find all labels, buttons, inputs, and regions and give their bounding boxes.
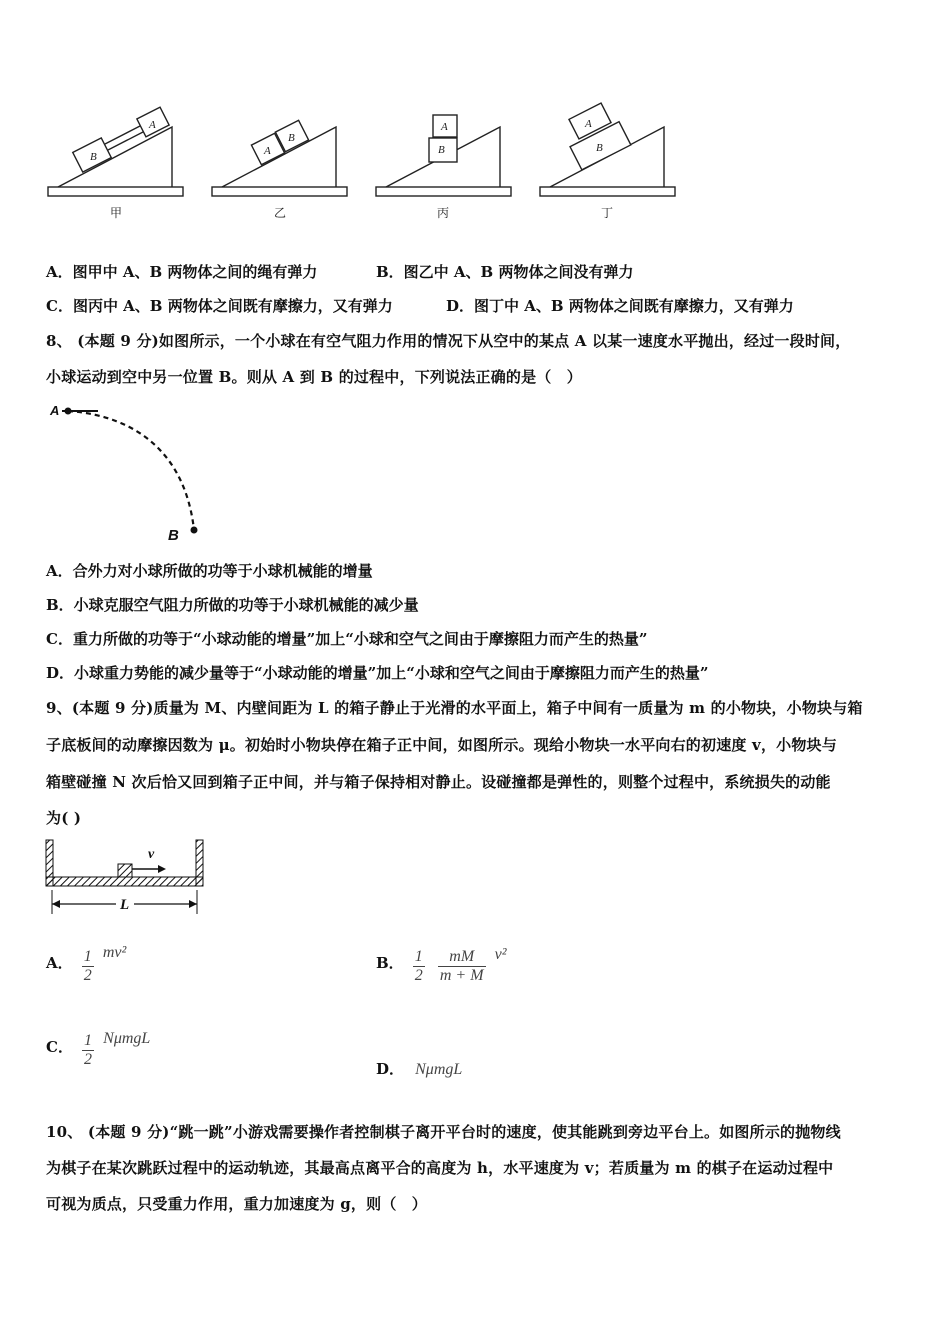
fig-jia-b: B xyxy=(90,151,97,163)
q9-option-a-num: 1 xyxy=(83,948,92,965)
fig-bing-a: A xyxy=(441,121,448,133)
q7-option-b: B．图乙中 A、B 两物体之间没有弹力 xyxy=(376,263,634,281)
q7-option-a: A．图甲中 A、B 两物体之间的绳有弹力 xyxy=(46,263,318,281)
q9-option-c-expr: NμmgL xyxy=(103,1030,151,1047)
q9-option-c xyxy=(46,1032,150,1069)
q9-option-c-label: C． xyxy=(46,1038,73,1056)
q9-option-c-den: 2 xyxy=(84,1051,93,1068)
fig-label-bing: 丙 xyxy=(437,206,450,220)
fig-yi-a: A xyxy=(264,145,271,157)
q9-stem-line3: 箱壁碰撞 N 次后恰又回到箱子正中间，并与箱子保持相对静止。设碰撞都是弹性的，则整个过程中，系统损失的动能 xyxy=(46,773,831,791)
fig-label-yi: 乙 xyxy=(274,206,287,220)
q10-stem-line3: 可视为质点，只受重力作用，重力加速度为 g，则（ ） xyxy=(46,1195,427,1213)
q8-stem-line1: 8、 (本题 9 分)如图所示，一个小球在有空气阻力作用的情况下从空中的某点 A 以某一速度水平抛出，经过一段时间， xyxy=(46,332,851,350)
q9-option-c-fraction xyxy=(82,1032,94,1069)
fig-bing-b: B xyxy=(438,144,445,156)
q8-option-c: C．重力所做的功等于“小球动能的增量”加上“小球和空气之间由于摩擦阻力而产生的热量” xyxy=(46,630,648,648)
fig-ding-a: A xyxy=(585,118,592,130)
incline-figures xyxy=(40,100,700,230)
q9-option-b-den2: m + M xyxy=(439,967,484,984)
q9-option-a-den: 2 xyxy=(83,967,92,984)
q7-option-c: C．图丙中 A、B 两物体之间既有摩擦力，又有弹力 xyxy=(46,297,393,315)
q9-option-c-num: 1 xyxy=(84,1032,93,1049)
q8-point-b: B xyxy=(168,527,179,544)
q9-stem-line4: 为( ) xyxy=(46,809,82,827)
q9-option-d-expr: NμmgL xyxy=(415,1061,463,1078)
q9-option-b-num: 1 xyxy=(414,948,423,965)
q9-option-a-fraction xyxy=(82,948,94,985)
q9-box-figure xyxy=(44,838,214,918)
q9-stem-line2: 子底板间的动摩擦因数为 μ。初始时小物块停在箱子正中间，如图所示。现给小物块一水平向右的初速度 v，小物块与 xyxy=(46,736,837,754)
q9-option-d-label: D． xyxy=(376,1060,405,1078)
q8-option-a: A．合外力对小球所做的功等于小球机械能的增量 xyxy=(46,562,373,580)
q9-option-b-fraction xyxy=(413,948,425,985)
q8-option-b: B．小球克服空气阻力所做的功等于小球机械能的减少量 xyxy=(46,596,419,614)
q10-stem-line2: 为棋子在某次跳跃过程中的运动轨迹，其最高点离平合的高度为 h，水平速度为 v；若质量为 m 的棋子在运动过程中 xyxy=(46,1159,834,1177)
q8-stem-line2: 小球运动到空中另一位置 B。则从 A 到 B 的过程中，下列说法正确的是（ ） xyxy=(46,368,582,386)
q8-trajectory-figure xyxy=(46,398,216,548)
q9-option-a xyxy=(46,944,127,985)
fig-ding-b: B xyxy=(596,142,603,154)
q8-point-a: A xyxy=(50,403,60,418)
q9-stem-line1: 9、(本题 9 分)质量为 M、内壁间距为 L 的箱子静止于光滑的水平面上，箱子中间有一质量为 m 的小物块，小物块与箱 xyxy=(46,699,863,717)
q9-option-a-expr: mv² xyxy=(102,944,127,961)
fig-yi-b: B xyxy=(288,132,295,144)
q9-option-b-den: 2 xyxy=(414,967,423,984)
q9-length-label: L xyxy=(120,897,130,913)
fig-label-ding: 丁 xyxy=(601,206,614,220)
q9-option-a-label: A． xyxy=(46,954,73,972)
fig-jia-a: A xyxy=(149,119,156,131)
q9-option-b-num2: mM xyxy=(438,948,486,967)
fig-label-jia: 甲 xyxy=(110,206,123,220)
q9-velocity-label: v xyxy=(148,847,155,862)
q9-option-b-label: B． xyxy=(376,954,404,972)
q9-option-b-fraction2 xyxy=(438,948,486,985)
q8-option-d: D．小球重力势能的减少量等于“小球动能的增量”加上“小球和空气之间由于摩擦阻力而产生的热量” xyxy=(46,664,709,682)
q7-option-d: D．图丁中 A、B 两物体之间既有摩擦力，又有弹力 xyxy=(446,297,794,315)
q9-option-d xyxy=(376,1058,462,1079)
q10-stem-line1: 10、 (本题 9 分)“跳一跳”小游戏需要操作者控制棋子离开平台时的速度，使其能跳到旁边平台上。如图所示的抛物线 xyxy=(46,1123,841,1141)
q9-option-b xyxy=(376,948,507,985)
q9-option-b-expr: v² xyxy=(494,946,507,963)
